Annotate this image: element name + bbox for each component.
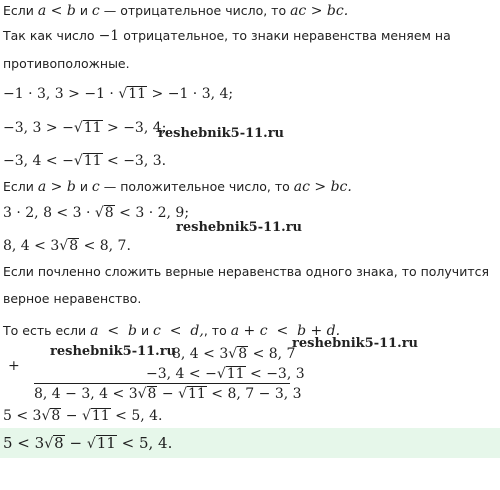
radical-sign: √ bbox=[178, 386, 188, 402]
math: a > b bbox=[37, 179, 76, 195]
math: c < d, bbox=[153, 323, 204, 339]
text-line bbox=[3, 322, 340, 340]
watermark: reshebnik5-11.ru bbox=[158, 126, 285, 141]
math: a + c < b + d. bbox=[230, 323, 341, 339]
text-line bbox=[3, 263, 489, 281]
radical-sign: √ bbox=[228, 346, 238, 362]
text: и bbox=[79, 179, 88, 194]
math-part: − bbox=[161, 386, 174, 402]
math-part: > −3, 4; bbox=[107, 120, 167, 136]
text-line bbox=[3, 290, 141, 308]
text: противоположные. bbox=[3, 56, 130, 71]
watermark: reshebnik5-11.ru bbox=[176, 220, 303, 235]
equation bbox=[3, 203, 189, 223]
math-part: < 5, 4. bbox=[121, 434, 173, 452]
radical-sign: √ bbox=[73, 153, 83, 169]
text: — положительное число, то bbox=[103, 179, 290, 194]
math-part: −3, 4 < − bbox=[3, 153, 74, 169]
radical-sign: √ bbox=[86, 436, 96, 452]
equation bbox=[146, 364, 305, 384]
math-part: 8, 4 − 3, 4 < 3 bbox=[34, 386, 138, 402]
radicand: 11 bbox=[96, 434, 116, 452]
math: ac > bc. bbox=[293, 179, 352, 195]
math-part: < 8, 7 bbox=[252, 346, 296, 362]
equation bbox=[3, 118, 166, 138]
radicand: 11 bbox=[188, 386, 206, 402]
radical-sign: √ bbox=[73, 120, 83, 136]
equation bbox=[34, 384, 302, 404]
math-part: 3 · 2, 8 < 3 · bbox=[3, 205, 91, 221]
math: c bbox=[91, 179, 100, 195]
math-part: − bbox=[65, 408, 78, 424]
radicand: 11 bbox=[83, 120, 102, 136]
radical-sign: √ bbox=[94, 205, 104, 221]
text: и bbox=[140, 323, 150, 338]
text: Если bbox=[3, 179, 34, 194]
math-part: < 8, 7. bbox=[83, 238, 131, 254]
math-part: < 3 · 2, 9; bbox=[119, 205, 190, 221]
math-part: 5 < 3 bbox=[3, 408, 42, 424]
text: То есть если bbox=[3, 323, 87, 338]
math-part: < 5, 4. bbox=[115, 408, 163, 424]
equation bbox=[3, 236, 131, 256]
equation bbox=[3, 406, 163, 426]
radical-sign: √ bbox=[137, 386, 147, 402]
text: Так как число bbox=[3, 28, 95, 43]
math-part: < −3, 3 bbox=[250, 366, 305, 382]
text: отрицательное, то знаки неравенства меняем на bbox=[123, 28, 451, 43]
radicand: 8 bbox=[69, 238, 79, 254]
math-part: 8, 4 < 3 bbox=[3, 238, 60, 254]
math-part: < −3, 3. bbox=[107, 153, 167, 169]
watermark: reshebnik5-11.ru bbox=[292, 336, 419, 351]
answer-equation bbox=[3, 433, 172, 454]
equation bbox=[3, 84, 233, 104]
text: , то bbox=[203, 323, 227, 338]
equation bbox=[172, 344, 295, 364]
radical-sign: √ bbox=[118, 86, 128, 102]
watermark: reshebnik5-11.ru bbox=[50, 344, 177, 359]
math: c bbox=[91, 3, 100, 19]
math-part: < 8, 7 − 3, 3 bbox=[211, 386, 302, 402]
equation bbox=[3, 151, 166, 171]
radical-sign: √ bbox=[216, 366, 226, 382]
math-part: −3, 4 < − bbox=[146, 366, 217, 382]
math: ac > bc. bbox=[290, 3, 349, 19]
radicand: 11 bbox=[226, 366, 245, 382]
radical-sign: √ bbox=[44, 436, 54, 452]
plus-sign: + bbox=[8, 358, 20, 374]
text-line bbox=[3, 55, 130, 73]
text: — отрицательное число, то bbox=[103, 3, 287, 18]
text: верное неравенство. bbox=[3, 291, 142, 306]
radicand: 11 bbox=[83, 153, 102, 169]
radical-sign: √ bbox=[59, 238, 69, 254]
math-part: −3, 3 > − bbox=[3, 120, 74, 136]
radicand: 8 bbox=[147, 386, 157, 402]
radicand: 8 bbox=[104, 205, 114, 221]
math-part: 5 < 3 bbox=[3, 434, 45, 452]
math-part: > −1 · 3, 4; bbox=[151, 86, 234, 102]
text: Если почленно сложить верные неравенства одного знака, то получится bbox=[3, 264, 489, 279]
text-line bbox=[3, 178, 352, 196]
text: и bbox=[79, 3, 88, 18]
radicand: 11 bbox=[91, 408, 110, 424]
math-part: 8, 4 < 3 bbox=[172, 346, 229, 362]
radical-sign: √ bbox=[41, 408, 51, 424]
radicand: 8 bbox=[51, 408, 61, 424]
text-line bbox=[3, 2, 348, 20]
math: −1 bbox=[98, 28, 120, 44]
radicand: 8 bbox=[54, 434, 64, 452]
math: a < b bbox=[90, 323, 137, 339]
math: a < b bbox=[37, 3, 76, 19]
text-line bbox=[3, 27, 451, 45]
radicand: 11 bbox=[128, 86, 147, 102]
math-part: −1 · 3, 3 > −1 · bbox=[3, 86, 114, 102]
text: Если bbox=[3, 3, 34, 18]
radicand: 8 bbox=[238, 346, 248, 362]
math-part: − bbox=[69, 434, 83, 452]
radical-sign: √ bbox=[81, 408, 91, 424]
